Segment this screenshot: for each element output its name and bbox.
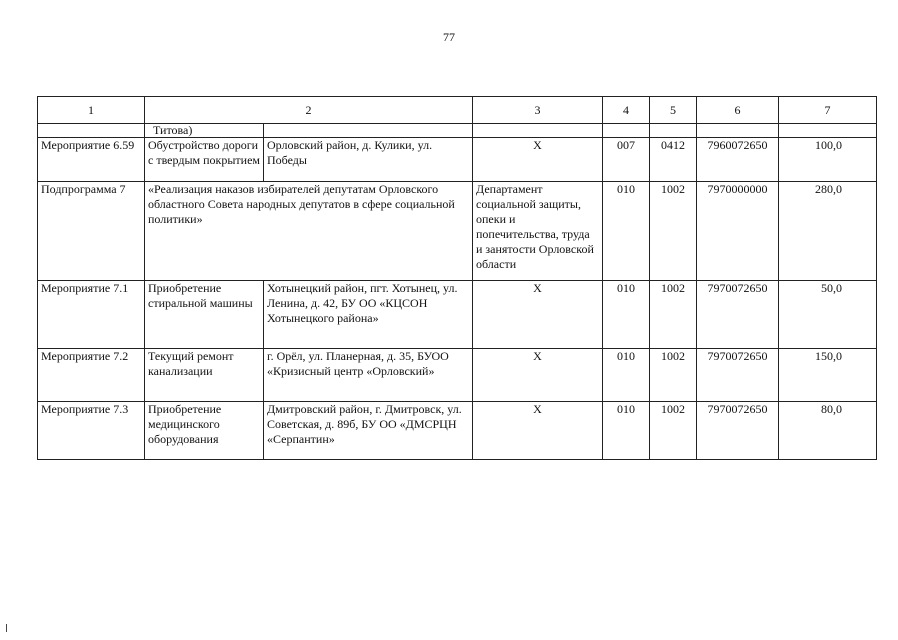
cell-col4: 010 <box>603 281 650 349</box>
cell-location <box>264 124 473 138</box>
cell-name: Мероприятие 7.1 <box>38 281 145 349</box>
cell-col6: 7970000000 <box>697 182 779 281</box>
cell-name: Подпрограмма 7 <box>38 182 145 281</box>
cell-description: Текущий ремонт канализации <box>145 349 264 402</box>
header-col-2: 2 <box>145 97 473 124</box>
cell-col4: 010 <box>603 402 650 460</box>
cell-col3 <box>473 124 603 138</box>
header-col-1: 1 <box>38 97 145 124</box>
cell-col3: Х <box>473 138 603 182</box>
table-row <box>38 402 877 460</box>
cell-location: г. Орёл, ул. Планерная, д. 35, БУОО «Кризисный центр «Орловский» <box>264 349 473 402</box>
header-col-3: 3 <box>473 97 603 124</box>
cell-col4: 010 <box>603 349 650 402</box>
cell-col3: Х <box>473 402 603 460</box>
header-col-5: 5 <box>650 97 697 124</box>
table-row <box>38 138 877 182</box>
cell-col5: 1002 <box>650 402 697 460</box>
table-row <box>38 349 877 402</box>
cell-col6 <box>697 124 779 138</box>
cell-col5: 0412 <box>650 138 697 182</box>
cell-col6: 7970072650 <box>697 281 779 349</box>
cell-col6: 7960072650 <box>697 138 779 182</box>
cell-name <box>38 124 145 138</box>
cell-col5: 1002 <box>650 182 697 281</box>
cell-col7: 280,0 <box>779 182 877 281</box>
cell-col7 <box>779 124 877 138</box>
cell-col7: 100,0 <box>779 138 877 182</box>
cell-description: Приобретение стиральной машины <box>145 281 264 349</box>
page-number: 77 <box>443 30 455 44</box>
scan-mark <box>6 624 7 632</box>
cell-description: Приобретение медицинского оборудования <box>145 402 264 460</box>
table-row-continuation <box>38 124 877 138</box>
cell-col4: 010 <box>603 182 650 281</box>
cell-col6: 7970072650 <box>697 402 779 460</box>
cell-col7: 80,0 <box>779 402 877 460</box>
cell-name: Мероприятие 7.2 <box>38 349 145 402</box>
cell-name: Мероприятие 6.59 <box>38 138 145 182</box>
cell-col5: 1002 <box>650 281 697 349</box>
cell-location: Дмитровский район, г. Дмитровск, ул. Советская, д. 89б, БУ ОО «ДМСРЦН «Серпантин» <box>264 402 473 460</box>
cell-col3: Х <box>473 349 603 402</box>
cell-col4 <box>603 124 650 138</box>
cell-col3: Департамент социальной защиты, опеки и попечительства, труда и занятости Орловской области <box>473 182 603 281</box>
cell-location: Орловский район, д. Кулики, ул. Победы <box>264 138 473 182</box>
cell-col5 <box>650 124 697 138</box>
cell-description: Обустройство дороги с твердым покрытием <box>145 138 264 182</box>
cell-col7: 150,0 <box>779 349 877 402</box>
cell-col7: 50,0 <box>779 281 877 349</box>
cell-description: Титова) <box>145 124 264 138</box>
budget-table <box>37 96 877 460</box>
cell-location: Хотынецкий район, пгт. Хотынец, ул. Ленина, д. 42, БУ ОО «КЦСОН Хотынецкого района» <box>264 281 473 349</box>
header-col-4: 4 <box>603 97 650 124</box>
header-row <box>38 97 877 124</box>
table-row <box>38 281 877 349</box>
cell-col5: 1002 <box>650 349 697 402</box>
cell-description: «Реализация наказов избирателей депутатам Орловского областного Совета народных депутатов в сфере социальной политики» <box>145 182 473 281</box>
header-col-6: 6 <box>697 97 779 124</box>
cell-col4: 007 <box>603 138 650 182</box>
header-col-7: 7 <box>779 97 877 124</box>
table-row <box>38 182 877 281</box>
cell-col3: Х <box>473 281 603 349</box>
cell-col6: 7970072650 <box>697 349 779 402</box>
cell-name: Мероприятие 7.3 <box>38 402 145 460</box>
